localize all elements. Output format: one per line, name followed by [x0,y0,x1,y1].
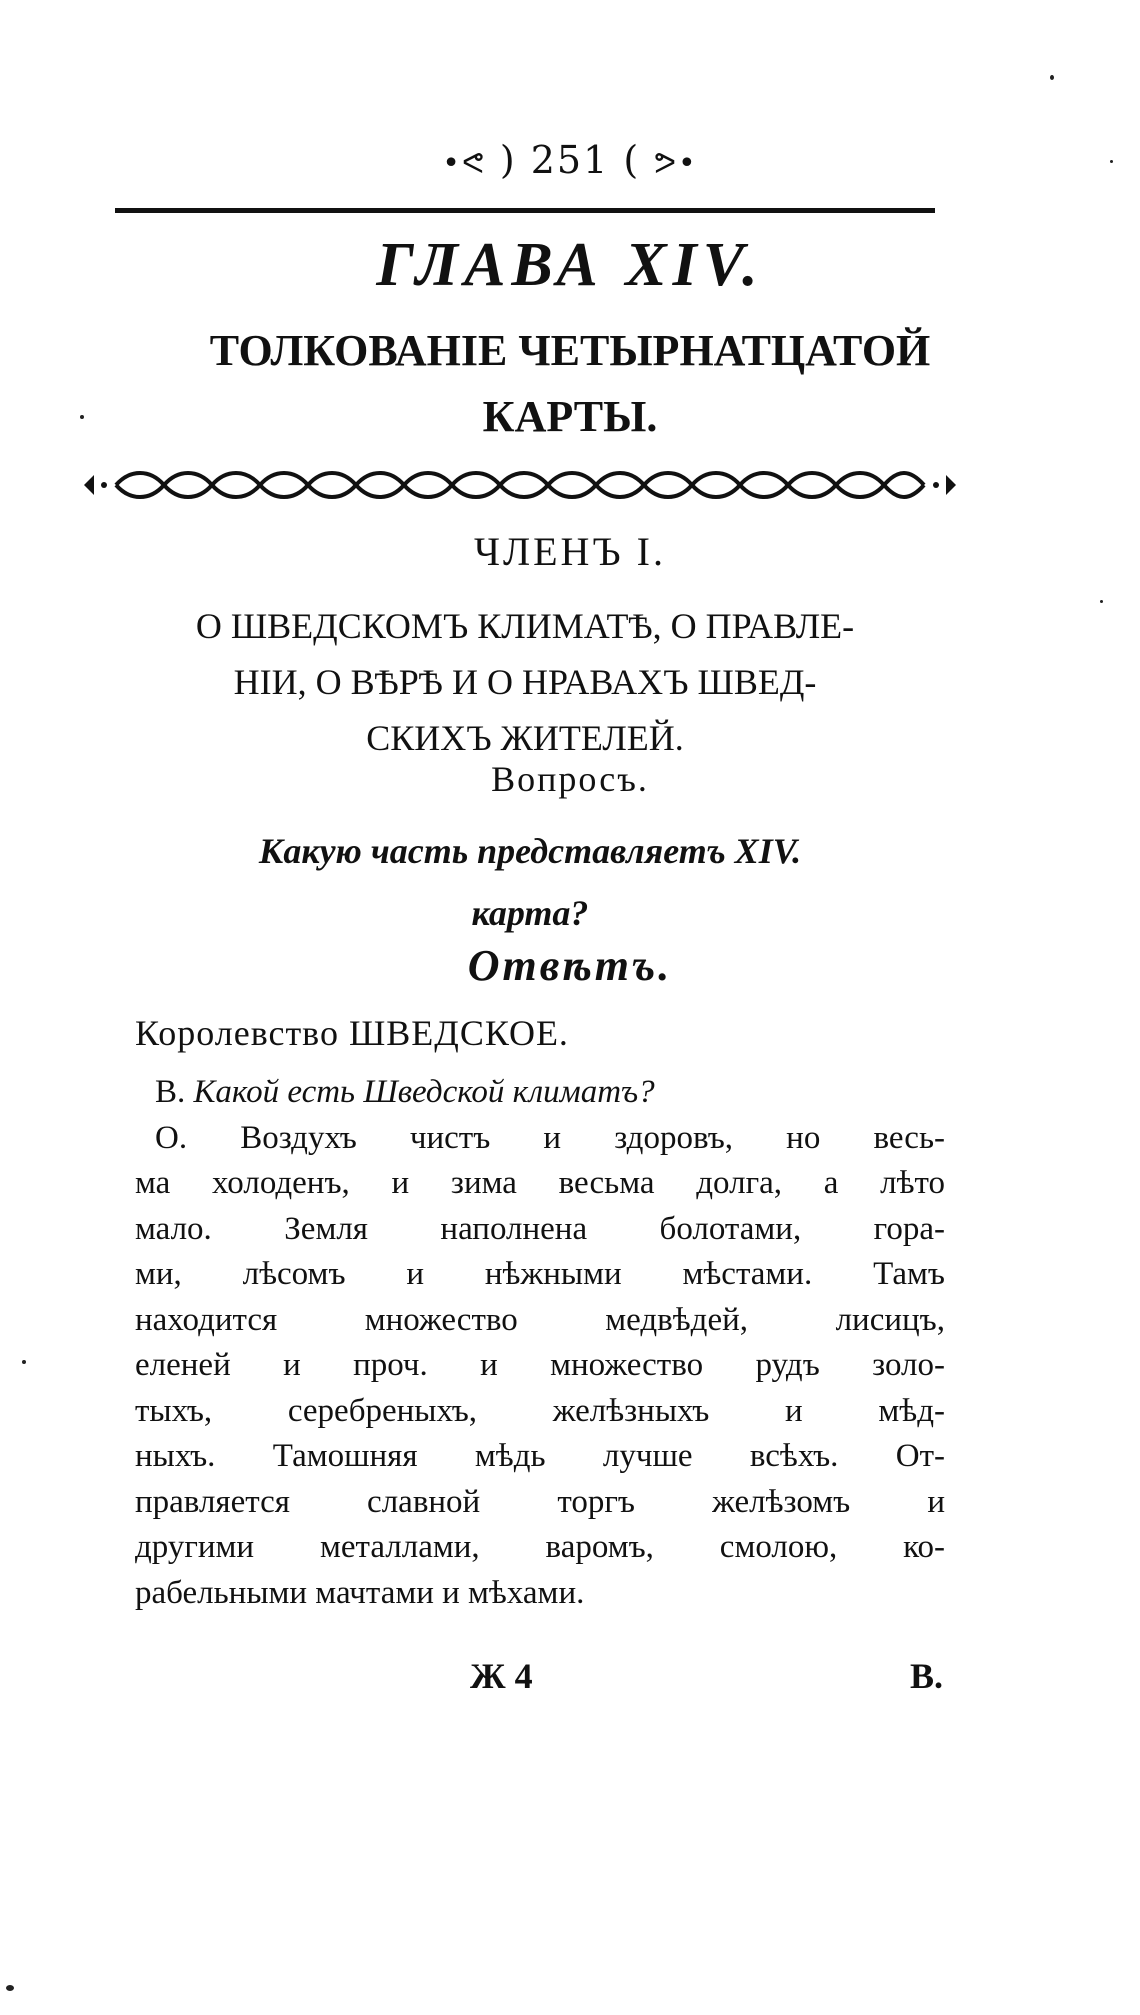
body-answer-line: находится множество медвѣдей, лисицъ, [135,1301,945,1338]
question-text-line2: карта? [471,893,589,933]
header-rule [115,208,935,213]
body-answer-line: мало. Земля наполнена болотами, гора- [135,1210,945,1247]
member-title [95,598,955,766]
paper-speck [80,415,84,419]
catchword: В. [910,1656,944,1696]
ornamental-band [80,465,960,505]
member-title-line1: О ШВЕДСКОМЪ КЛИМАТѢ, О ПРАВЛЕ- [195,606,855,646]
body-answer-line: тыхъ, серебреныхъ, желѣзныхъ и мѣд- [135,1392,945,1429]
signature-mark: Ж 4 [470,1656,533,1696]
right-ornament: ᕗ• [654,146,698,181]
member-title-line2: НІИ, О ВѢРѢ И О НРАВАХЪ ШВЕД- [233,662,817,702]
question-text [90,820,970,944]
question-label: Вопросъ. [491,759,649,799]
running-header [0,138,1140,182]
body-text [135,1070,945,1616]
band-chain [116,473,924,497]
paper-speck [6,1985,14,1991]
answer-label: Отвѣтъ. [467,941,673,990]
body-answer-line: еленей и проч. и множество рудъ золо- [135,1347,945,1383]
body-answer-line: ныхъ. Тамошняя мѣдь лучше всѣхъ. От- [135,1438,945,1474]
paper-speck [1050,75,1054,80]
member-title-line3: СКИХЪ ЖИТЕЛЕЙ. [366,718,684,758]
kingdom-line: Королевство ШВЕДСКОЕ. [135,1013,569,1053]
body-answer [135,1116,945,1617]
body-question-lead: В. [155,1074,186,1110]
left-ornament: •ᕙ [442,146,486,181]
question-text-line1: Какую часть представляетъ XIV. [258,831,802,871]
chapter-title: ГЛАВА XIV. [376,231,764,299]
body-answer-line: ма холоденъ, и зима весьма долга, а лѣто [135,1165,945,1201]
page-number: ) 251 ( [499,138,641,182]
body-answer-line: О. Воздухъ чистъ и здоровъ, но весь- [155,1119,945,1156]
paper-speck [1100,600,1103,603]
band-left-end [84,475,107,495]
paper-speck [22,1360,26,1364]
body-answer-line: рабельными мачтами и мѣхами. [135,1574,585,1611]
body-answer-line: другими металлами, варомъ, смолою, ко- [135,1529,945,1565]
body-question [135,1070,945,1116]
chapter-subtitle [0,318,1140,450]
paper-speck [1110,160,1113,163]
body-answer-line: правляется славной торгъ желѣзомъ и [135,1483,945,1520]
body-question-text: Какой есть Шведской климатъ? [193,1074,655,1110]
body-answer-line: ми, лѣсомъ и нѣжными мѣстами. Тамъ [135,1256,945,1292]
chapter-subtitle-line2: КАРТЫ. [482,392,658,441]
member-heading: ЧЛЕНЪ I. [473,529,666,574]
band-right-end [933,475,956,495]
chapter-subtitle-line1: ТОЛКОВАНІЕ ЧЕТЫРНАТЦАТОЙ [209,326,931,375]
